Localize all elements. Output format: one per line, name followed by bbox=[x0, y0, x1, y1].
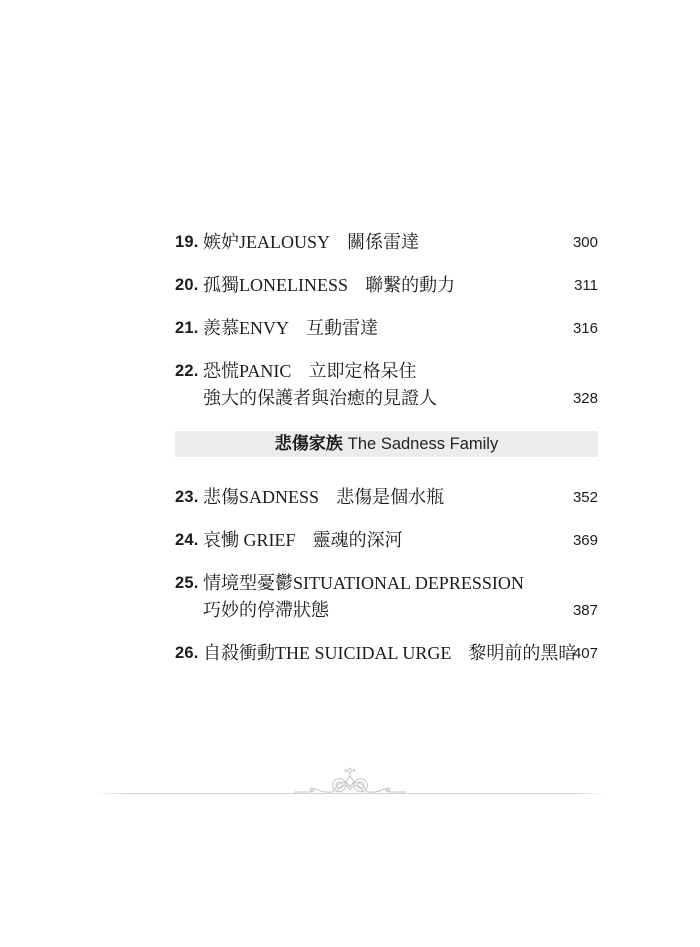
entry-subtitle: 黎明前的黑暗 bbox=[468, 643, 577, 663]
entry-number: 22. bbox=[175, 362, 199, 380]
entry-page-number: 316 bbox=[572, 320, 598, 337]
entry-title-main: 恐慌PANIC bbox=[203, 361, 292, 381]
entry-page-number: 369 bbox=[572, 532, 598, 549]
entry-title bbox=[203, 232, 561, 252]
entry-title-main: 孤獨LONELINESS bbox=[203, 275, 348, 295]
toc-entry-26 bbox=[175, 643, 598, 663]
entry-page-number: 300 bbox=[572, 234, 598, 251]
entry-number: 21. bbox=[175, 319, 199, 337]
toc-list bbox=[175, 232, 598, 686]
filigree-ornament-icon bbox=[285, 765, 415, 795]
entry-title bbox=[203, 530, 561, 550]
entry-title-line2: 強大的保護者與治癒的見證人 bbox=[203, 388, 437, 408]
toc-entry-19 bbox=[175, 232, 598, 252]
entry-title-line2: 巧妙的停滯狀態 bbox=[203, 600, 329, 620]
toc-entry-24 bbox=[175, 530, 598, 550]
entry-title-main: 羨慕ENVY bbox=[203, 318, 289, 338]
entry-title bbox=[203, 643, 577, 663]
entry-title-main: 嫉妒JEALOUSY bbox=[203, 232, 331, 252]
entry-subtitle: 悲傷是個水瓶 bbox=[336, 487, 445, 507]
entry-title bbox=[203, 275, 562, 295]
toc-entry-20 bbox=[175, 275, 598, 295]
entry-title bbox=[203, 487, 561, 507]
entry-number: 24. bbox=[175, 531, 199, 549]
entry-title-main: 悲傷SADNESS bbox=[203, 487, 320, 507]
toc-entry-22 bbox=[175, 361, 598, 408]
entry-title bbox=[203, 318, 561, 338]
entry-title bbox=[203, 573, 561, 620]
entry-page-number: 328 bbox=[572, 390, 598, 407]
entry-subtitle: 聯繫的動力 bbox=[365, 275, 456, 295]
entry-subtitle: 靈魂的深河 bbox=[312, 530, 403, 550]
entry-title-main: 自殺衝動THE SUICIDAL URGE bbox=[203, 643, 452, 663]
toc-entry-21 bbox=[175, 318, 598, 338]
entry-page-number: 311 bbox=[574, 277, 598, 294]
section-header-sadness-family bbox=[175, 431, 598, 457]
entry-number: 26. bbox=[175, 644, 199, 662]
toc-entry-23 bbox=[175, 487, 598, 507]
section-header-zh: 悲傷家族 bbox=[274, 434, 343, 453]
entry-number: 23. bbox=[175, 488, 199, 506]
entry-title-main: 哀慟 GRIEF bbox=[203, 530, 296, 550]
entry-title-main: 情境型憂鬱SITUATIONAL DEPRESSION bbox=[203, 573, 524, 593]
entry-subtitle: 立即定格呆住 bbox=[308, 361, 417, 381]
entry-subtitle: 關係雷達 bbox=[347, 232, 420, 252]
entry-page-number: 407 bbox=[572, 645, 598, 662]
entry-number: 19. bbox=[175, 233, 199, 251]
entry-number: 25. bbox=[175, 574, 199, 592]
entry-subtitle: 互動雷達 bbox=[306, 318, 379, 338]
entry-page-number: 352 bbox=[572, 489, 598, 506]
entry-number: 20. bbox=[175, 276, 199, 294]
entry-title bbox=[203, 361, 561, 408]
toc-entry-25 bbox=[175, 573, 598, 620]
entry-page-number: 387 bbox=[572, 602, 598, 619]
section-header-en: The Sadness Family bbox=[347, 435, 499, 453]
